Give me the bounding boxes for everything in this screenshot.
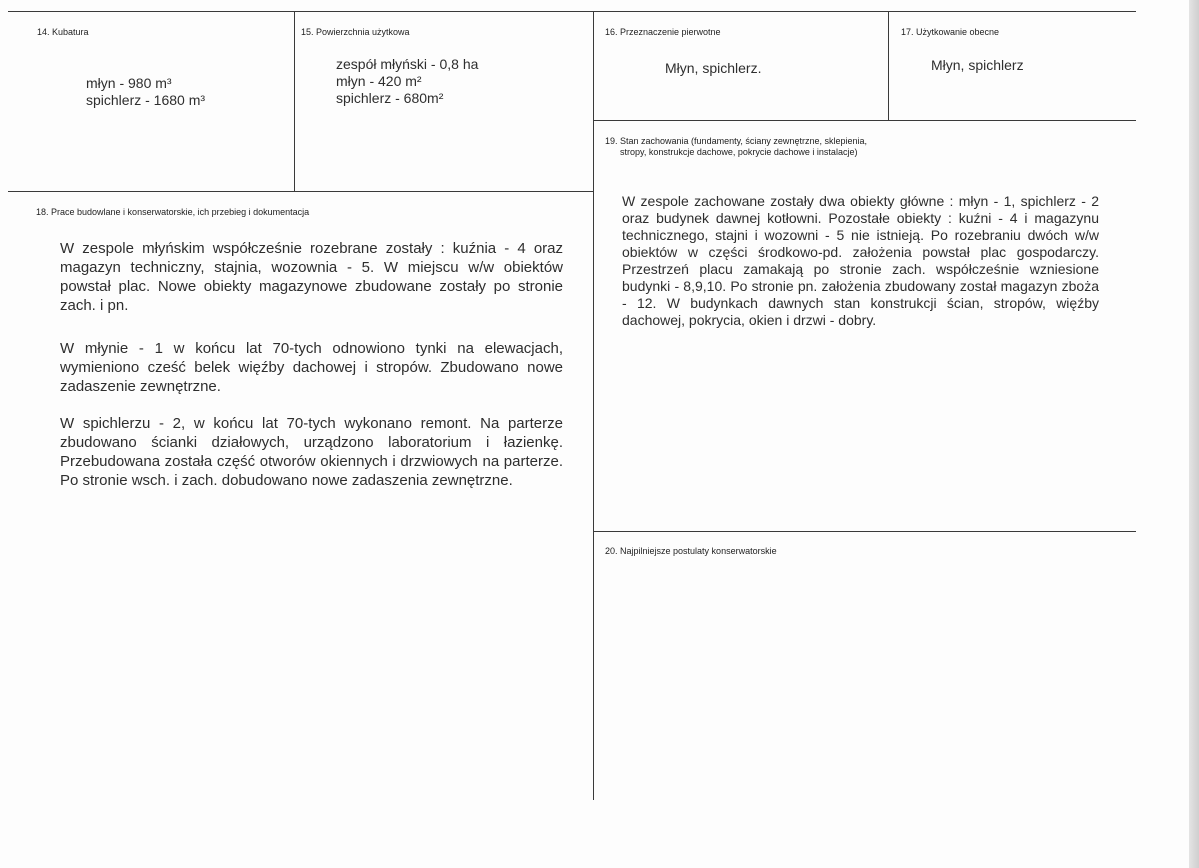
field14-value-mlyn: młyn - 980 m³: [86, 75, 172, 91]
field18-paragraph-1: W zespole młyńskim współcześnie rozebrane zostały : kuźnia - 4 oraz magazyn techniczny, stajnia, wozownia - 5. W miejscu w/w obiektów powstał plac. Nowe obiekty magazynowe zbudowane zostały po stronie zach. i pn.: [60, 240, 563, 314]
top-border-line: [8, 11, 1136, 12]
row1-bottom-line-left: [8, 191, 593, 192]
field17-value: Młyn, spichlerz: [931, 57, 1024, 73]
field15-label: 15. Powierzchnia użytkowa: [301, 27, 410, 37]
field14-value-spichlerz: spichlerz - 1680 m³: [86, 92, 206, 108]
divider-16-17: [888, 11, 889, 120]
field20-label: 20. Najpilniejsze postulaty konserwatorskie: [605, 546, 777, 556]
field20-top-line: [593, 531, 1136, 532]
row1-bottom-line-right: [593, 120, 1136, 121]
field14-label: 14. Kubatura: [37, 27, 89, 37]
field16-value: Młyn, spichlerz.: [665, 60, 762, 76]
field15-value-mlyn: młyn - 420 m²: [336, 73, 422, 89]
field16-label: 16. Przeznaczenie pierwotne: [605, 27, 721, 37]
field15-value-spichlerz: spichlerz - 680m²: [336, 90, 444, 106]
field18-paragraph-3: W spichlerzu - 2, w końcu lat 70-tych wykonano remont. Na parterze zbudowano ścianki działowych, urządzono laboratorium i łazienkę. Przebudowana została część otworów okiennych i drzwiowych na parterze. Po stronie wsch. i zach. dobudowano nowe zadaszenia zewnętrzne.: [60, 415, 563, 489]
page-edge: [1189, 0, 1199, 868]
center-divider: [593, 11, 594, 800]
field19-label-line1: 19. Stan zachowania (fundamenty, ściany zewnętrzne, sklepienia,: [605, 136, 867, 146]
field17-label: 17. Użytkowanie obecne: [901, 27, 1000, 37]
divider-14-15: [294, 11, 295, 191]
field19-label-line2: stropy, konstrukcje dachowe, pokrycie dachowe i instalacje): [620, 147, 858, 157]
field15-value-zespol: zespół młyński - 0,8 ha: [336, 56, 479, 72]
field19-text: W zespole zachowane zostały dwa obiekty główne : młyn - 1, spichlerz - 2 oraz budynek dawnej kotłowni. Pozostałe obiekty : kuźni - 4 i magazynu technicznego, stajni i wozowni - 5 nie istnieją. Po rozebraniu dwóch w/w obiektów w części środkowo-pd. założenia powstał plac gospodarczy. Przestrzeń placu zamakają po stronie zach. współcześnie wzniesione budynki - 8,9,10. Po stronie pn. założenia zbudowany został magazyn zboża - 12. W budynkach dawnych stan konstrukcji ścian, stropów, więźby dachowej, pokrycia, okien i drzwi - dobry.: [622, 193, 1099, 328]
field18-paragraph-2: W młynie - 1 w końcu lat 70-tych odnowiono tynki na elewacjach, wymieniono cześć belek więźby dachowej i stropów. Zbudowano nowe zadaszenie zewnętrzne.: [60, 340, 563, 395]
field18-label: 18. Prace budowlane i konserwatorskie, ich przebieg i dokumentacja: [36, 207, 310, 217]
